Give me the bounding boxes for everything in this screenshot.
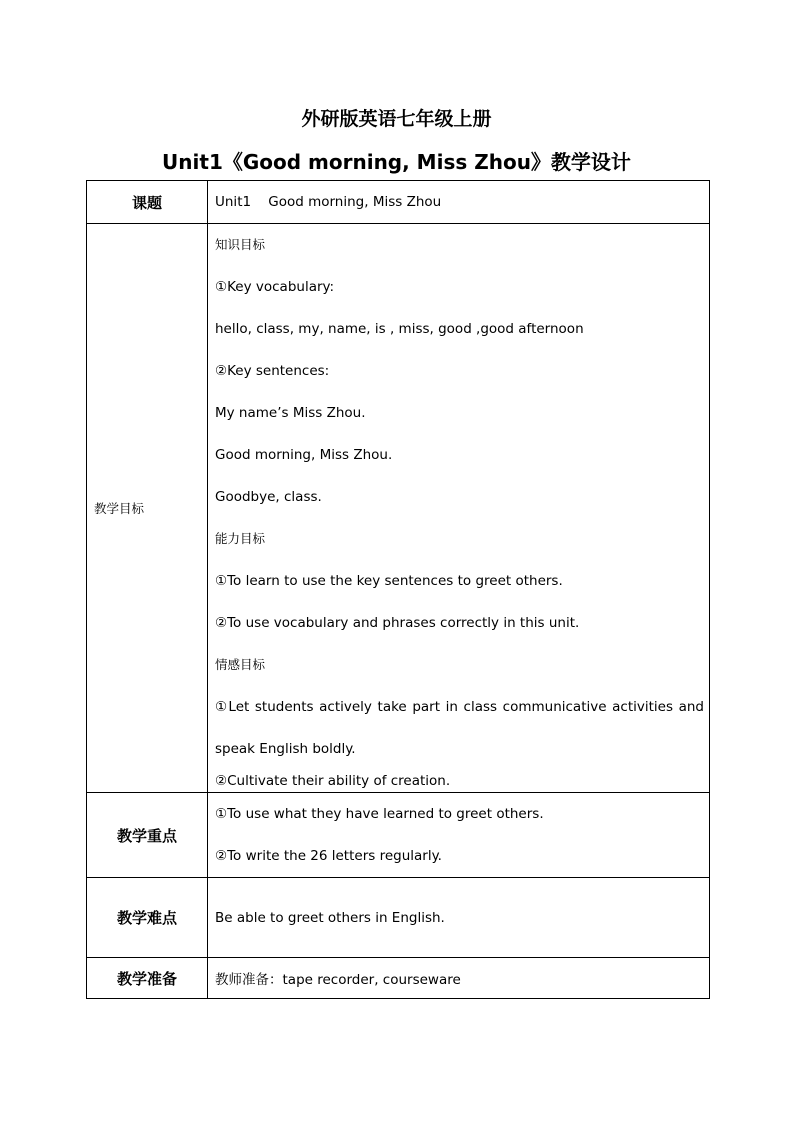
- difficulty-row: [87, 878, 710, 958]
- document-title: 外研版英语七年级上册: [301, 108, 492, 130]
- document-subtitle: Unit1《Good morning, Miss Zhou》教学设计: [162, 150, 631, 174]
- vocab-heading: ①Key vocabulary:: [215, 279, 335, 295]
- prep-row: [87, 958, 710, 999]
- focus-content: [208, 793, 710, 878]
- sentences-heading: ②Key sentences:: [215, 363, 330, 379]
- emotion-2: ②Cultivate their ability of creation.: [215, 773, 451, 789]
- focus-row: [87, 793, 710, 878]
- focus-2: ②To write the 26 letters regularly.: [215, 848, 442, 864]
- ability-1: ①To learn to use the key sentences to greet others.: [215, 573, 563, 589]
- difficulty-label: 教学难点: [87, 878, 208, 958]
- prep-value: 教师准备：tape recorder, courseware: [208, 958, 710, 999]
- sentence-3: Goodbye, class.: [215, 489, 322, 505]
- focus-label: 教学重点: [87, 793, 208, 878]
- emotion-1-line-a: ①Let students actively take part in class communicative activities and: [215, 699, 704, 715]
- objectives-row: [87, 224, 710, 793]
- ability-2: ②To use vocabulary and phrases correctly in this unit.: [215, 615, 580, 631]
- difficulty-1: Be able to greet others in English.: [215, 909, 445, 926]
- prep-label: 教学准备: [87, 958, 208, 999]
- lesson-plan-table: [86, 180, 710, 999]
- ability-heading: 能力目标: [215, 531, 266, 546]
- topic-value: Unit1 Good morning, Miss Zhou: [208, 181, 710, 224]
- objectives-content: [208, 224, 710, 793]
- vocab-list: hello, class, my, name, is , miss, good ,good afternoon: [215, 321, 584, 337]
- emotion-1-line-b: speak English boldly.: [215, 741, 356, 757]
- objectives-label: 教学目标: [87, 224, 208, 793]
- difficulty-content: [208, 878, 710, 958]
- knowledge-heading: 知识目标: [215, 237, 266, 252]
- topic-label: 课题: [87, 181, 208, 224]
- focus-1: ①To use what they have learned to greet others.: [215, 806, 544, 822]
- topic-row: [87, 181, 710, 224]
- emotion-heading: 情感目标: [215, 657, 266, 672]
- sentence-1: My name’s Miss Zhou.: [215, 405, 366, 421]
- sentence-2: Good morning, Miss Zhou.: [215, 447, 393, 463]
